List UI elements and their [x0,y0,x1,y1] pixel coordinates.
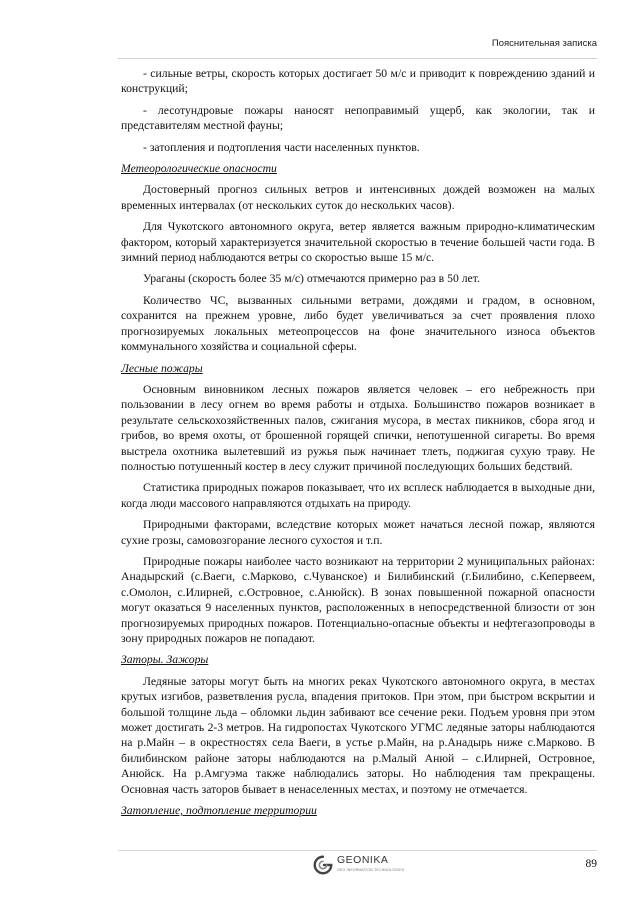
section-heading-flooding: Затопление, подтопление территории [121,804,317,818]
paragraph-hurricanes: Ураганы (скорость более 35 м/с) отмечаются примерно раз в 50 лет. [143,272,480,286]
logo-name: GEONIKA [337,854,389,866]
section-heading-ice-jams: Заторы. Зажоры [121,653,209,667]
paragraph-fire-causes: Основным виновником лесных пожаров является человек – его небрежность при пользовании в лесу огнем во время работы и отдыха. Большинство пожаров возникает в результате сельскохозяйственных палов, сжигания мусора, в местах пикников, сбора ягод и грибов, во время охоты, от брошенной горящей спички, непотушенной сигареты. Во время выстрела охотника вылетевший из ружья пыж начинает тлеть, поджигая сухую траву. Не полностью потушенный костер в лесу служит причиной последующих больших бедствий. [121,382,595,473]
running-header: Пояснительная записка [491,38,597,49]
header-divider [118,58,597,59]
page-body [121,66,595,824]
section-heading-meteorological: Метеорологические опасности [121,162,277,176]
paragraph-hazard-fires: - лесотундровые пожары наносят непоправимый ущерб, как экологии, так и представителям местной фауны; [121,103,595,133]
paragraph-hazard-flooding: - затопления и подтопления части населенных пунктов. [143,140,420,154]
logo-tagline: GEO INFORMATION TECHNOLOGIES [337,868,405,872]
paragraph-fire-statistics: Статистика природных пожаров показывает, что их всплеск наблюдается в выходные дни, когда люди массового направляются отдыхать на природу. [121,481,595,510]
paragraph-forecast: Достоверный прогноз сильных ветров и интенсивных дождей возможен на малых временных интервалах (от нескольких суток до нескольких часов). [121,183,595,212]
paragraph-natural-factors: Природными факторами, вследствие которых может начаться лесной пожар, являются сухие грозы, самовозгорание лесного сухостоя и т.п. [121,518,595,547]
geonika-logo [312,854,404,876]
geonika-logo-icon [312,854,334,876]
paragraph-fire-districts: Природные пожары наиболее часто возникают на территории 2 муниципальных районах: Анадырский (с.Ваеги, с.Марково, с.Чуванское) и Билибинский (г.Билибино, с.Кепервеем, с.Омолон, с.Илирней, с.Островное, с.Анюйск). В зонах повышенной пожарной опасности могут оказаться 9 населенных пунктов, расположенных в непосредственной близости от зон прогнозируемых природных пожаров. Потенциально-опасные объекты и нефтегазопроводы в зону природных пожаров не попадают. [121,554,595,645]
footer-divider [118,850,597,851]
paragraph-emergency-count: Количество ЧС, вызванных сильными ветрами, дождями и градом, в основном, сохранится на прежнем уровне, либо будет увеличиваться за счет проявления плохо прогнозируемых локальных метеопроцессов на фоне значительного износа объектов коммунального хозяйства и социальной сферы. [121,293,595,354]
section-heading-forest-fires: Лесные пожары [121,361,203,375]
page-number: 89 [585,858,597,870]
paragraph-wind-factor: Для Чукотского автономного округа, ветер является важным природно-климатическим фактором, который характеризуется значительной скоростью в течение большей части года. В зимний период наблюдаются ветры со скоростью выше 15 м/с. [121,220,595,265]
paragraph-ice-jams: Ледяные заторы могут быть на многих реках Чукотского автономного округа, в местах крутых изгибов, разветвления русла, впадения притоков. При этом, при быстром вскрытии и большой толщине льда – обломки льдин забивают все сечение реки. Подъем уровня при этом может достигать 2-3 метров. На гидропостах Чукотского УГМС ледяные заторы наблюдаются на р.Майн – в окрестностях села Ваеги, в устье р.Майн, на р.Анадырь ниже с.Марково. В билибинском районе заторы наблюдаются на р.Малый Анюй – с.Илирней, Островное, Анюйск. На р.Амгуэма также наблюдались заторы. Но наблюдения там прекращены. Основная часть заторов бывает в ненаселенных местах, и поэтому не отмечается. [121,674,595,796]
paragraph-hazard-wind: - сильные ветры, скорость которых достигает 50 м/с и приводит к повреждению зданий и конструкций; [121,67,595,96]
